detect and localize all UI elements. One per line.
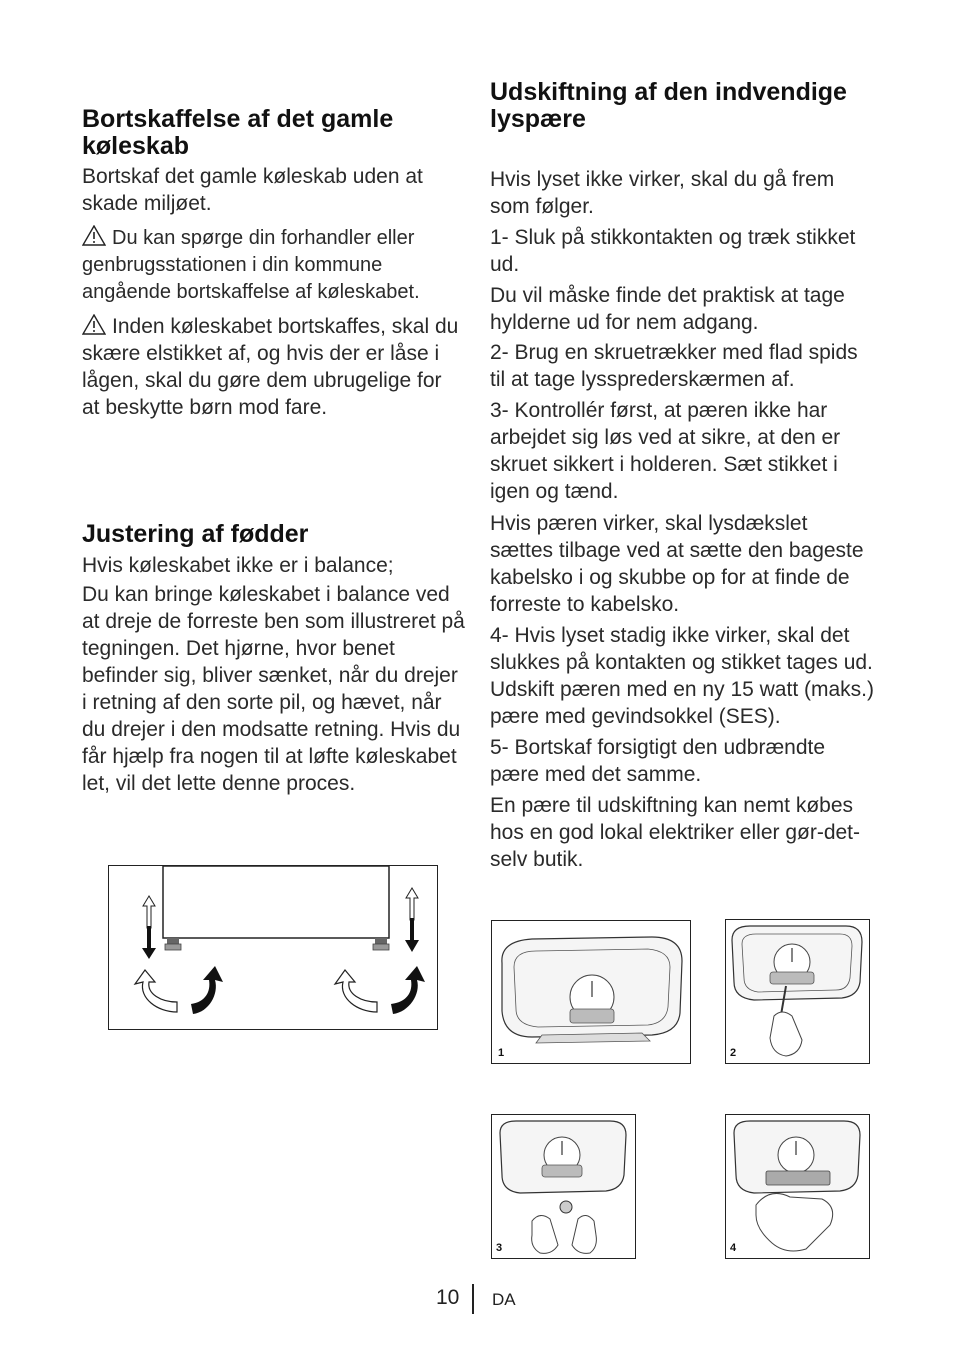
disposal-intro: Bortskaf det gamle køleskab uden at skade miljøet. (82, 165, 423, 215)
disposal-heading: Bortskaffelse af det gamle køleskab (82, 105, 394, 160)
feet-heading: Justering af fødder (82, 520, 309, 548)
figure-label-4: 4 (730, 1242, 737, 1254)
feet-adjustment-illustration (108, 865, 438, 1030)
feet-body: Du kan bringe køleskabet i balance ved at dreje de forreste ben som illustreret på tegningen. Det hjørne, hvor benet befinder sig, bliver sænket, når du drejer i retning af den sorte pil, og hævet, når du drejer i den modsatte retning. Hvis du får hjælp fra nogen til at løfte køleskabet let, vil det lette denne proces. (82, 583, 465, 795)
bulb-figure-4 (725, 1114, 870, 1259)
bulb-heading: Udskiftning af den indvendige lyspære (490, 78, 847, 133)
bulb-paragraph: Hvis lyset ikke virker, skal du gå frem som følger. (490, 168, 835, 218)
figure-label-3: 3 (496, 1242, 503, 1254)
warning-paragraph-2 (82, 313, 462, 421)
bulb-step-5: 5- Bortskaf forsigtigt den udbrændte pære med det samme. (490, 736, 826, 786)
footer-divider (472, 1284, 474, 1314)
bulb-figure-3 (491, 1114, 636, 1259)
warning-text-2: Inden køleskabet bortskaffes, skal du skære elstikket af, og hvis der er låse i lågen, skal du gøre dem ubrugelige for at beskytte børn mod fare. (82, 315, 459, 419)
bulb-paragraph: En pære til udskiftning kan nemt købes hos en god lokal elektriker eller gør-det-selv butik. (490, 794, 861, 871)
bulb-step-3: 3- Kontrollér først, at pæren ikke har arbejdet sig løs ved at sikre, at den er skruet sikkert i holderen. Sæt stikket i igen og tænd. (490, 399, 841, 503)
bulb-paragraph: Du vil måske finde det praktisk at tage hylderne ud for nem adgang. (490, 284, 845, 334)
bulb-step-2: 2- Brug en skruetrækker med flad spids til at tage lyssprederskærmen af. (490, 341, 858, 391)
figure-label-2: 2 (730, 1047, 737, 1059)
feet-intro: Hvis køleskabet ikke er i balance; (82, 554, 394, 577)
warning-paragraph-1 (82, 225, 467, 306)
bulb-paragraph: Hvis pæren virker, skal lysdækslet sættes tilbage ved at sætte den bageste kabelsko i og skubbe op for at finde de forreste to kabelsko. (490, 512, 864, 616)
bulb-figure-1 (491, 920, 691, 1064)
warning-text-1: Du kan spørge din forhandler eller genbrugsstationen i din kommune angående bortskaffelse af køleskabet. (82, 227, 420, 303)
figure-label-1: 1 (498, 1047, 505, 1059)
language-code: DA (492, 1290, 516, 1309)
bulb-step-4: 4- Hvis lyset stadig ikke virker, skal det slukkes på kontakten og stikket tages ud. Udskift pæren med en ny 15 watt (maks.) pære med gevindsokkel (SES). (490, 624, 874, 728)
page-number: 10 (436, 1286, 460, 1309)
warning-triangle-icon (82, 225, 106, 246)
warning-triangle-icon (82, 314, 106, 335)
bulb-figure-2 (725, 919, 870, 1064)
bulb-step-1: 1- Sluk på stikkontakten og træk stikket ud. (490, 226, 856, 276)
